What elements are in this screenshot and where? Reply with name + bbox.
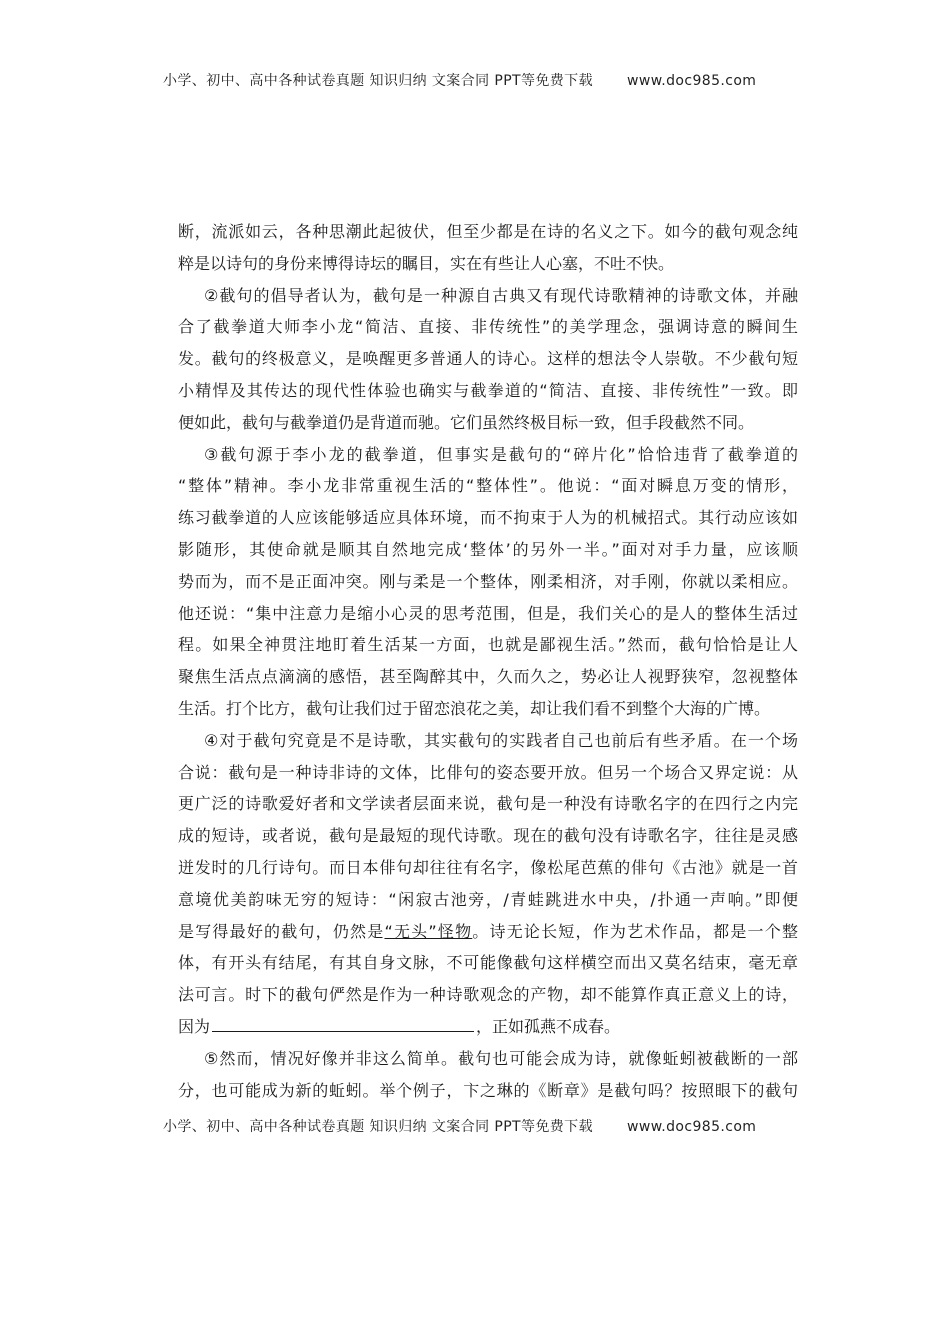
text-line: 断，流派如云，各种思潮此起彼伏，但至少都是在诗的名义之下。如今的截句观念纯 [178, 222, 798, 241]
footer-text: 小学、初中、高中各种试卷真题 知识归纳 文案合同 PPT等免费下载 [163, 1119, 593, 1135]
text-line: 更广泛的诗歌爱好者和文学读者层面来说，截句是一种没有诗歌名字的在四行之内完 [178, 794, 798, 814]
footer-site-link[interactable]: www.doc985.com [627, 1119, 757, 1135]
text-line: 成的短诗，或者说，截句是最短的现代诗歌。现在的截句没有诗歌名字，往往是灵感 [178, 826, 798, 846]
text-line: 程。如果全神贯注地盯着生活某一方面，也就是鄙视生活。”然而，截句恰恰是让人 [178, 635, 798, 655]
paragraph-5-start: ⑤然而，情况好像并非这么简单。截句也可能会成为诗，就像蚯蚓被截断的一部 [204, 1048, 798, 1068]
text-line: 练习截拳道的人应该能够适应具体环境，而不拘束于人为的机械招式。其行动应该如 [178, 508, 798, 528]
text-segment: 是写得最好的截句，仍然是 [178, 921, 385, 941]
text-line: 粹是以诗句的身份来博得诗坛的瞩目，实在有些让人心塞，不吐不快。 [178, 253, 675, 273]
answer-blank[interactable] [212, 1013, 474, 1032]
page-header-banner [163, 70, 803, 90]
text-line: 聚焦生活点点滴滴的感悟，甚至陶醉其中，久而久之，势必让人视野狭窄，忽视整体 [178, 667, 798, 687]
text-line: 影随形，其使命就是顺其自然地完成‘整体’的另外一半。”面对对手力量，应该顺 [178, 539, 798, 559]
page-footer-banner [163, 1116, 803, 1136]
paragraph-4-start: ④对于截句究竟是不是诗歌，其实截句的实践者自己也前后有些矛盾。在一个场 [204, 730, 798, 750]
text-line: 发。截句的终极意义，是唤醒更多普通人的诗心。这样的想法令人崇敬。不少截句短 [178, 349, 798, 369]
paragraph-3-start: ③截句源于李小龙的截拳道，但事实是截句的“碎片化”恰恰违背了截拳道的 [204, 444, 798, 464]
text-segment: ，正如孤燕不成春。 [476, 1016, 621, 1036]
text-line: “整体”精神。李小龙非常重视生活的“整体性”。他说：“面对瞬息万变的情形， [178, 476, 798, 496]
header-site-link[interactable]: www.doc985.com [627, 73, 757, 89]
text-line: 势而为，而不是正面冲突。刚与柔是一个整体，刚柔相济，对手刚，你就以柔相应。 [178, 571, 798, 591]
text-line: 便如此，截句与截拳道仍是背道而驰。它们虽然终极目标一致，但手段截然不同。 [178, 412, 755, 432]
fill-in-blank-line [178, 1011, 798, 1043]
text-line: 合说：截句是一种诗非诗的文体，比俳句的姿态要开放。但另一个场合又界定说：从 [178, 762, 798, 782]
text-line-with-underline [178, 916, 798, 948]
paragraph-2-start: ②截句的倡导者认为，截句是一种源自古典又有现代诗歌精神的诗歌文体，并融 [204, 285, 798, 305]
text-segment: 因为 [178, 1016, 211, 1036]
text-line: 分，也可能成为新的蚯蚓。举个例子，卞之琳的《断章》是截句吗？按照眼下的截句 [178, 1080, 798, 1100]
text-line: 合了截拳道大师李小龙“简洁、直接、非传统性”的美学理念，强调诗意的瞬间生 [178, 317, 798, 337]
text-line: 意境优美韵味无穷的短诗：“闲寂古池旁，/青蛙跳进水中央，/扑通一声响。”即便 [178, 889, 798, 909]
article-body [178, 216, 798, 1106]
text-line: 迸发时的几行诗句。而日本俳句却往往有名字，像松尾芭蕉的俳句《古池》就是一首 [178, 857, 798, 877]
text-line: 生活。打个比方，截句让我们过于留恋浪花之美，却让我们看不到整个大海的广博。 [178, 698, 771, 718]
text-line: 法可言。时下的截句俨然是作为一种诗歌观念的产物，却不能算作真正意义上的诗， [178, 985, 798, 1005]
text-line: 他还说：“集中注意力是缩小心灵的思考范围，但是，我们关心的是人的整体生活过 [178, 603, 798, 623]
text-segment: 。诗无论长短，作为艺术作品，都是一个整 [472, 921, 798, 941]
header-text: 小学、初中、高中各种试卷真题 知识归纳 文案合同 PPT等免费下载 [163, 73, 593, 89]
text-line: 体，有开头有结尾，有其自身文脉，不可能像截句这样横空而出又莫名结束，毫无章 [178, 953, 798, 973]
underlined-phrase: “无头”怪物 [384, 921, 473, 941]
text-line: 小精悍及其传达的现代性体验也确实与截拳道的“简洁、直接、非传统性”一致。即 [178, 380, 798, 400]
